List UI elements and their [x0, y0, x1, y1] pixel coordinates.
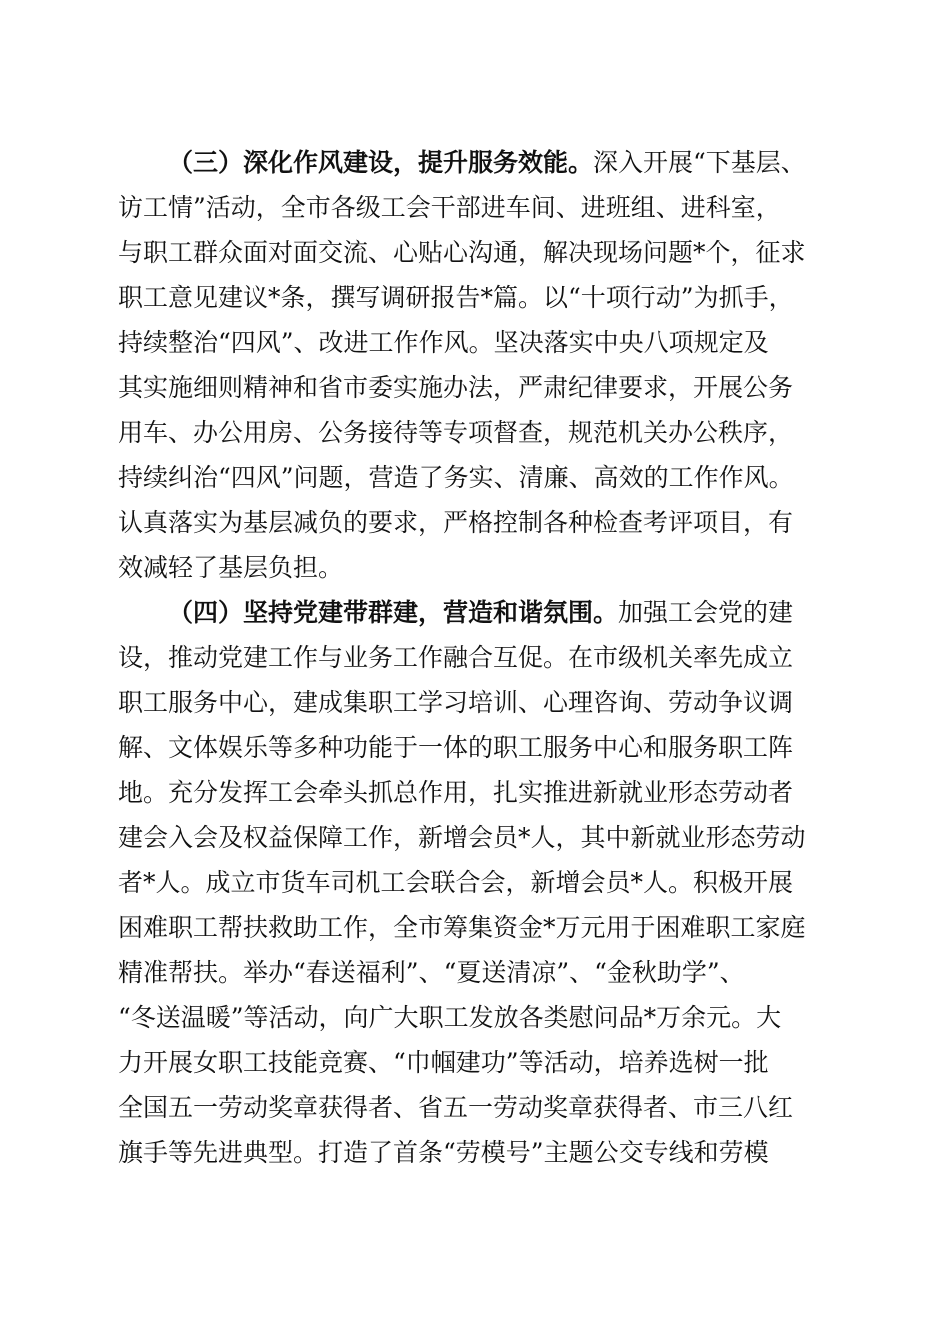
- section4-line: 者*人。成立市货车司机工会联合会，新增会员*人。积极开展: [118, 868, 794, 897]
- section4-line: 旗手等先进典型。打造了首条“劳模号”主题公交专线和劳模: [118, 1138, 769, 1167]
- section4-first-line: [168, 596, 793, 630]
- section4-line: 解、文体娱乐等多种功能于一体的职工服务中心和服务职工阵: [118, 733, 794, 762]
- section3-line: 持续整治“四风”、改进工作作风。坚决落实中央八项规定及: [118, 328, 769, 357]
- section3-line: 访工情”活动，全市各级工会干部进车间、进班组、进科室，: [118, 193, 781, 222]
- section4-line: 职工服务中心，建成集职工学习培训、心理咨询、劳动争议调: [118, 688, 794, 717]
- section3-line: 效减轻了基层负担。: [118, 553, 344, 582]
- section4-line: “冬送温暖”等活动，向广大职工发放各类慰问品*万余元。大: [118, 1003, 782, 1032]
- section4-line: 地。充分发挥工会牵头抓总作用，扎实推进新就业形态劳动者: [118, 778, 794, 807]
- section4-line: 设，推动党建工作与业务工作融合互促。在市级机关率先成立: [118, 643, 794, 672]
- section4-line: 精准帮扶。举办“春送福利”、“夏送清凉”、“金秋助学”、: [118, 958, 745, 987]
- section3-heading: （三）深化作风建设，提升服务效能。: [168, 148, 594, 177]
- section3-first-line-text: 深入开展“下基层、: [593, 148, 806, 177]
- section4-line: 全国五一劳动奖章获得者、省五一劳动奖章获得者、市三八红: [118, 1093, 794, 1122]
- section3-first-line: [168, 146, 806, 180]
- section3-line: 认真落实为基层减负的要求，严格控制各种检查考评项目，有: [118, 508, 794, 537]
- section3-line: 其实施细则精神和省市委实施办法，严肃纪律要求，开展公务: [118, 373, 794, 402]
- section4-line: 建会入会及权益保障工作，新增会员*人，其中新就业形态劳动: [118, 823, 806, 852]
- section4-line: 困难职工帮扶救助工作，全市筹集资金*万元用于困难职工家庭: [118, 913, 806, 942]
- section4-heading: （四）坚持党建带群建，营造和谐氛围。: [168, 598, 619, 627]
- section4-line: 力开展女职工技能竞赛、“巾帼建功”等活动，培养选树一批: [118, 1048, 769, 1077]
- section4-first-line-text: 加强工会党的建: [618, 598, 794, 627]
- section3-line: 用车、办公用房、公务接待等专项督查，规范机关办公秩序，: [118, 418, 794, 447]
- section3-line: 职工意见建议*条，撰写调研报告*篇。以“十项行动”为抓手，: [118, 283, 794, 312]
- section3-line: 持续纠治“四风”问题，营造了务实、清廉、高效的工作作风。: [118, 463, 794, 492]
- section3-line: 与职工群众面对面交流、心贴心沟通，解决现场问题*个，征求: [118, 238, 806, 267]
